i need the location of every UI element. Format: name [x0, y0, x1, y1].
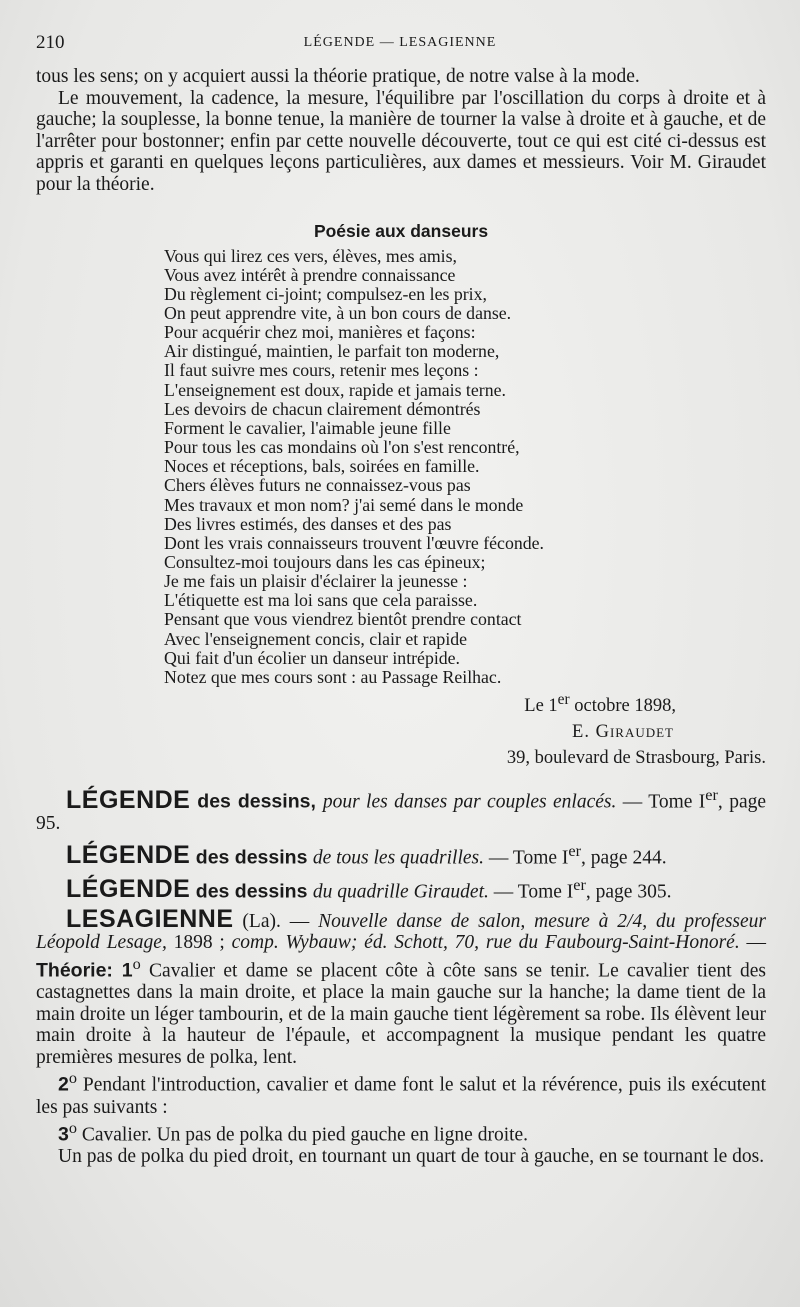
poem-line: Consultez-moi toujours dans les cas épineux; [164, 552, 486, 572]
intro-paragraph-2: Le mouvement, la cadence, la mesure, l'équilibre par l'oscillation du corps à droite et à gauche; la souplesse, la bonne tenue, la manière de tourner la valse à droite et à gauche, et de l'arrêter pour bostonner; enfin par cette nouvelle découverte, tout ce qui est cité ci-dessus est appris et garanti en quelques leçons particulières, aux dames et messieurs. Voir M. Giraudet pour la théorie. [36, 87, 766, 195]
poem-line: Vous avez intérêt à prendre connaissance [164, 264, 456, 285]
page-number: 210 [36, 32, 65, 53]
poem-line: Du règlement ci-joint; compulsez-en les prix, [164, 283, 487, 304]
poem-line: L'enseignement est doux, rapide et jamais terne. [164, 379, 506, 400]
poem-line: Qui fait d'un écolier un danseur intrépide. [164, 647, 461, 668]
poem-line: Forment le cavalier, l'aimable jeune fille [164, 417, 451, 438]
lesagienne-step-2: 2$^o$ Pendant l'introduction, cavalier et dame font le salut et la révérence, puis ils exécutent les pas suivants : [36, 1069, 766, 1118]
poem-line: L'étiquette est ma loi sans que cela paraisse. [164, 590, 478, 611]
poem-title: Poésie aux danseurs [313, 221, 489, 241]
poem-line: On peut apprendre vite, à un bon cours de danse. [164, 302, 512, 323]
entry-headword: LÉGENDE [66, 841, 191, 870]
entry-headword: LESAGIENNE [66, 904, 234, 933]
lesagienne-entry [36, 904, 766, 1168]
signature-name: E. Giraudet [572, 722, 674, 743]
poem-line: Pour tous les cas mondains où l'on s'est rencontré, [164, 437, 520, 458]
lesagienne-step-3: 3$^o$ Cavalier. Un pas de polka du pied gauche en ligne droite. [58, 1119, 529, 1146]
entry-headword: LÉGENDE [66, 785, 191, 814]
poem-line: Dont les vrais connaisseurs trouvent l'œuvre féconde. [164, 532, 544, 553]
poem-line: Chers élèves futurs ne connaissez-vous pas [164, 475, 471, 496]
poem-line: Pour acquérir chez moi, manières et façons: [164, 322, 476, 343]
intro-paragraph-1: tous les sens; on y acquiert aussi la théorie pratique, de notre valse à la mode. [36, 66, 640, 87]
poem-line: Les devoirs de chacun clairement démontrés [164, 398, 481, 419]
poem-line: Avec l'enseignement concis, clair et rapide [164, 628, 468, 649]
entry-headword: LÉGENDE [66, 875, 191, 904]
legende-entry-3: LÉGENDE des dessins du quadrille Giraudet. — Tome Ier, page 305. [66, 875, 672, 904]
signature-address: 39, boulevard de Strasbourg, Paris. [506, 748, 766, 769]
running-head: LÉGENDE — LESAGIENNE [303, 35, 497, 50]
legende-entry-1: LÉGENDE des dessins, pour les danses par couples enlacés. — Tome Ier, page 95. [36, 785, 766, 835]
poem [164, 247, 766, 688]
signature-date: Le 1er octobre 1898, [524, 691, 676, 717]
poem-line: Je me fais un plaisir d'éclairer la jeunesse : [164, 571, 468, 592]
poem-line: Des livres estimés, des danses et des pas [164, 513, 452, 534]
poem-line: Mes travaux et mon nom? j'ai semé dans le monde [164, 494, 524, 515]
lesagienne-step-4: Un pas de polka du pied droit, en tournant un quart de tour à gauche, en se tournant le dos. [58, 1146, 765, 1168]
page-header [36, 32, 764, 56]
poem-line: Vous qui lirez ces vers, élèves, mes amis, [164, 245, 457, 266]
poem-line: Notez que mes cours sont : au Passage Reilhac. [164, 666, 502, 687]
lesagienne-paragraph-1: LESAGIENNE (La). — Nouvelle danse de salon, mesure à 2/4, du professeur Léopold Lesage, 1898 ; comp. Wybauw; éd. Schott, 70, rue du Faubourg-Saint-Honoré. — Théorie: 1$^o$ Cavalier et dame se placent côte à côte sans se tenir. Le cavalier tient des castagnettes dans la main droite, et place la main gauche sur la hanche; la dame tient de la main droite un léger tambourin, et de la main gauche tient légèrement sa robe. Ils élèvent leur main droite à la hauteur de l'épaule, et accompagnent la musique pendant les quatre premières mesures de polka, lent. [36, 904, 766, 1068]
poem-line: Noces et réceptions, bals, soirées en famille. [164, 456, 480, 477]
poem-line: Il faut suivre mes cours, retenir mes leçons : [164, 360, 479, 381]
poem-signature-block [36, 687, 766, 771]
poem-line: Pensant que vous viendrez bientôt prendre contact [164, 609, 522, 630]
legende-entry-2: LÉGENDE des dessins de tous les quadrilles. — Tome Ier, page 244. [66, 841, 667, 870]
poem-line: Air distingué, maintien, le parfait ton moderne, [164, 341, 500, 362]
page-body [36, 66, 766, 1168]
